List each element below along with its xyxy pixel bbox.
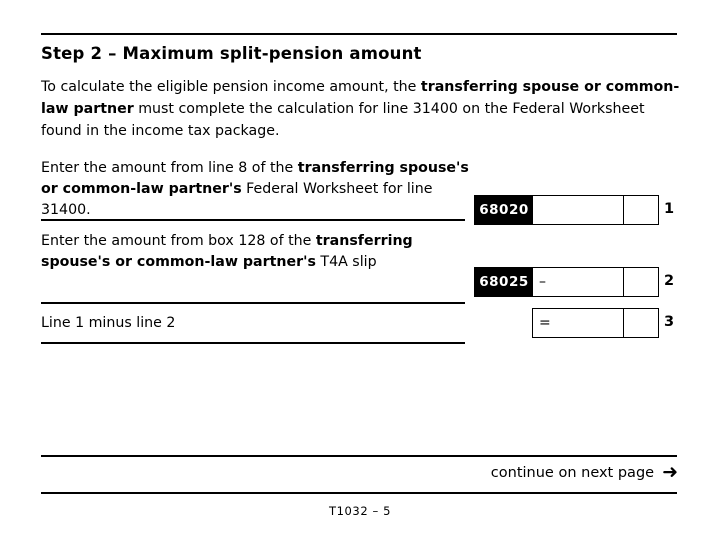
row-2-amount-input[interactable] [533,268,623,296]
intro-part-1: To calculate the eligible pension income amount, the [41,79,421,95]
top-divider [41,33,677,35]
row-2-underline [41,302,465,304]
row-1-text-part-2: transferring spouse's or common-law partner's [41,160,469,197]
row-2-amount-box[interactable] [474,267,659,297]
intro-paragraph [41,76,681,142]
row-1-cents-input[interactable] [623,196,658,224]
row-3-text-part-1: Line 1 minus line 2 [41,315,176,331]
row-2-cents-input[interactable] [623,268,658,296]
continue-next-page [491,463,678,482]
intro-part-2: transferring spouse or common-law partner [41,79,680,117]
continue-label: continue on next page [490,464,655,481]
row-2-line-number: 2 [664,273,675,289]
footer-divider-bottom [41,492,677,494]
row-1-amount-box[interactable] [474,195,659,225]
form-identifier: T1032 – 5 [328,504,392,518]
row-2-text-part-1: Enter the amount from box 128 of the [41,233,316,249]
row-3-amount-input[interactable] [533,309,623,337]
row-3-line-number: 3 [664,314,675,330]
row-1-amount-input[interactable] [533,196,623,224]
row-2-code-tag: 68025 [475,268,533,296]
row-1-code-tag: 68020 [475,196,533,224]
arrow-right-icon: ➜ [662,461,678,483]
row-1-line-number: 1 [664,201,675,217]
row-3-underline [41,342,465,344]
row-3-label [41,313,471,334]
row-2-text-part-2: transferring spouse's or common-law partner's [41,233,413,270]
row-1-text-part-3: Federal Worksheet for line 31400. [41,181,433,218]
row-1-text-part-1: Enter the amount from line 8 of the [41,160,298,176]
row-1-label [41,158,471,221]
footer-divider-top [41,455,677,457]
row-1-underline [41,219,465,221]
row-3-operator: = [539,315,551,331]
row-2-text-part-3: T4A slip [315,254,377,270]
row-2-label [41,231,471,273]
intro-part-3: must complete the calculation for line 31400 on the Federal Worksheet found in the income tax package. [41,101,645,139]
row-2-operator: – [539,274,546,290]
page-title: Step 2 – Maximum split-pension amount [41,44,422,63]
row-3-cents-input[interactable] [623,309,658,337]
row-3-amount-box[interactable] [532,308,659,338]
